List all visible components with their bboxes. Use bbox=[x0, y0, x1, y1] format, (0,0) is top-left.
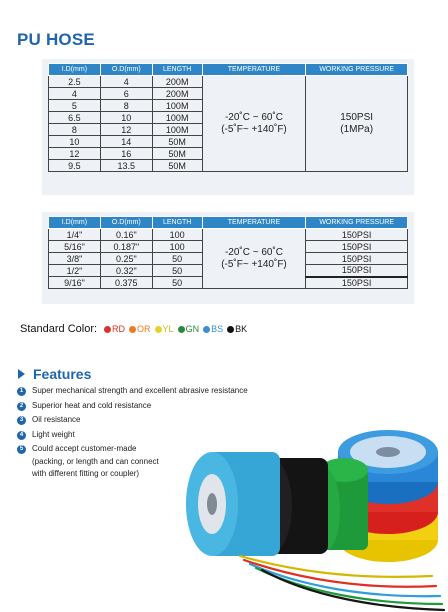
cell-id: 2.5 bbox=[49, 76, 101, 88]
cell-id: 8 bbox=[49, 124, 101, 136]
cell-od: 4 bbox=[100, 76, 152, 88]
cell-pressure: 150PSI bbox=[306, 277, 408, 289]
temperature-celsius: -20˚C ~ 60˚C bbox=[224, 111, 284, 123]
page-title: PU HOSE bbox=[17, 30, 95, 49]
cell-length: 100M bbox=[152, 124, 202, 136]
feature-text: (packing, or length and can connect bbox=[32, 456, 159, 466]
pressure-psi: 150PSI bbox=[340, 111, 374, 123]
cell-id: 6.5 bbox=[49, 112, 101, 124]
cell-id: 5 bbox=[49, 100, 101, 112]
cell-length: 100 bbox=[152, 229, 202, 241]
cell-pressure: 150PSI bbox=[306, 265, 408, 277]
yellow-dot-icon bbox=[155, 326, 162, 333]
color-code: YL bbox=[162, 324, 174, 334]
column-header: TEMPERATURE bbox=[202, 64, 306, 76]
number-badge-icon: 3 bbox=[17, 416, 26, 425]
triangle-right-icon bbox=[18, 369, 25, 379]
cell-od: 16 bbox=[100, 148, 152, 160]
hose-reels-photo bbox=[170, 400, 448, 612]
color-code: BS bbox=[211, 324, 224, 334]
features-heading-label: Features bbox=[33, 366, 92, 382]
cell-od: 13.5 bbox=[100, 160, 152, 172]
standard-color-legend bbox=[20, 323, 247, 335]
color-code: BK bbox=[235, 324, 248, 334]
cell-od: 0.32" bbox=[100, 265, 152, 277]
cell-od: 12 bbox=[100, 124, 152, 136]
number-badge-icon: 5 bbox=[17, 445, 26, 454]
cell-length: 50 bbox=[152, 277, 202, 289]
cell-id: 9/16" bbox=[49, 277, 101, 289]
cell-od: 6 bbox=[100, 88, 152, 100]
features-heading bbox=[18, 366, 91, 382]
table-row bbox=[49, 76, 408, 88]
column-header: TEMPERATURE bbox=[202, 217, 306, 229]
feature-text: Light weight bbox=[32, 429, 75, 439]
feature-text: Could accept customer-made bbox=[32, 444, 137, 453]
cell-length: 50M bbox=[152, 136, 202, 148]
color-code: RD bbox=[112, 324, 126, 334]
cell-od: 0.375 bbox=[100, 277, 152, 289]
cell-length: 100M bbox=[152, 100, 202, 112]
feature-text: Oil resistance bbox=[32, 415, 81, 424]
black-dot-icon bbox=[227, 326, 234, 333]
cell-od: 10 bbox=[100, 112, 152, 124]
pressure-mpa: (1MPa) bbox=[340, 123, 374, 135]
table-header-row bbox=[49, 64, 408, 76]
cell-id: 12 bbox=[49, 148, 101, 160]
feature-text: with different fitting or coupler) bbox=[32, 469, 140, 478]
cell-temperature bbox=[202, 76, 306, 172]
cell-length: 200M bbox=[152, 76, 202, 88]
list-item bbox=[17, 385, 267, 398]
spec-table-metric bbox=[48, 63, 408, 172]
number-badge-icon: 1 bbox=[17, 387, 26, 396]
spec-table-imperial bbox=[48, 216, 408, 289]
cell-pressure: 150PSI bbox=[306, 241, 408, 253]
column-header: O.D(mm) bbox=[100, 217, 152, 229]
cell-id: 1/2" bbox=[49, 265, 101, 277]
feature-text: Super mechanical strength and excellent abrasive resistance bbox=[32, 386, 248, 395]
number-badge-icon: 4 bbox=[17, 431, 26, 440]
cell-pressure: 150PSI bbox=[306, 229, 408, 241]
cell-length: 50M bbox=[152, 160, 202, 172]
cell-length: 50 bbox=[152, 265, 202, 277]
cell-od: 0.16" bbox=[100, 229, 152, 241]
cell-od: 0.25" bbox=[100, 253, 152, 265]
cell-length: 200M bbox=[152, 88, 202, 100]
cell-length: 100 bbox=[152, 241, 202, 253]
cell-id: 5/16" bbox=[49, 241, 101, 253]
blue-hose-reel bbox=[186, 452, 280, 556]
cell-id: 4 bbox=[49, 88, 101, 100]
column-header: LENGTH bbox=[152, 217, 202, 229]
green-dot-icon bbox=[178, 326, 185, 333]
cell-pressure: 150PSI bbox=[306, 253, 408, 265]
column-header: WORKING PRESSURE bbox=[306, 217, 408, 229]
loose-hose-strands bbox=[240, 556, 444, 610]
cell-od: 0.187" bbox=[100, 241, 152, 253]
table-row bbox=[49, 229, 408, 241]
temperature-fahrenheit: (-5˚F~ +140˚F) bbox=[221, 258, 287, 270]
feature-text: Superior heat and cold resistance bbox=[32, 400, 152, 410]
cell-id: 1/4" bbox=[49, 229, 101, 241]
cell-pressure bbox=[306, 76, 408, 172]
column-header: O.D(mm) bbox=[100, 64, 152, 76]
cell-od: 14 bbox=[100, 136, 152, 148]
column-header: LENGTH bbox=[152, 64, 202, 76]
number-badge-icon: 2 bbox=[17, 402, 26, 411]
column-header: WORKING PRESSURE bbox=[306, 64, 408, 76]
temperature-celsius: -20˚C ~ 60˚C bbox=[224, 246, 284, 258]
color-code: OR bbox=[137, 324, 151, 334]
cell-id: 3/8" bbox=[49, 253, 101, 265]
cell-temperature bbox=[202, 229, 306, 289]
cell-od: 8 bbox=[100, 100, 152, 112]
blue-dot-icon bbox=[203, 326, 210, 333]
table-header-row bbox=[49, 217, 408, 229]
column-header: I.D(mm) bbox=[49, 217, 101, 229]
color-code: GN bbox=[185, 324, 200, 334]
cell-id: 9.5 bbox=[49, 160, 101, 172]
red-dot-icon bbox=[104, 326, 111, 333]
cell-length: 100M bbox=[152, 112, 202, 124]
temperature-fahrenheit: (-5˚F~ +140˚F) bbox=[221, 123, 287, 135]
cell-length: 50 bbox=[152, 253, 202, 265]
column-header: I.D(mm) bbox=[49, 64, 101, 76]
cell-length: 50M bbox=[152, 148, 202, 160]
cell-id: 10 bbox=[49, 136, 101, 148]
orange-dot-icon bbox=[129, 326, 136, 333]
standard-color-label: Standard Color: bbox=[20, 323, 98, 335]
